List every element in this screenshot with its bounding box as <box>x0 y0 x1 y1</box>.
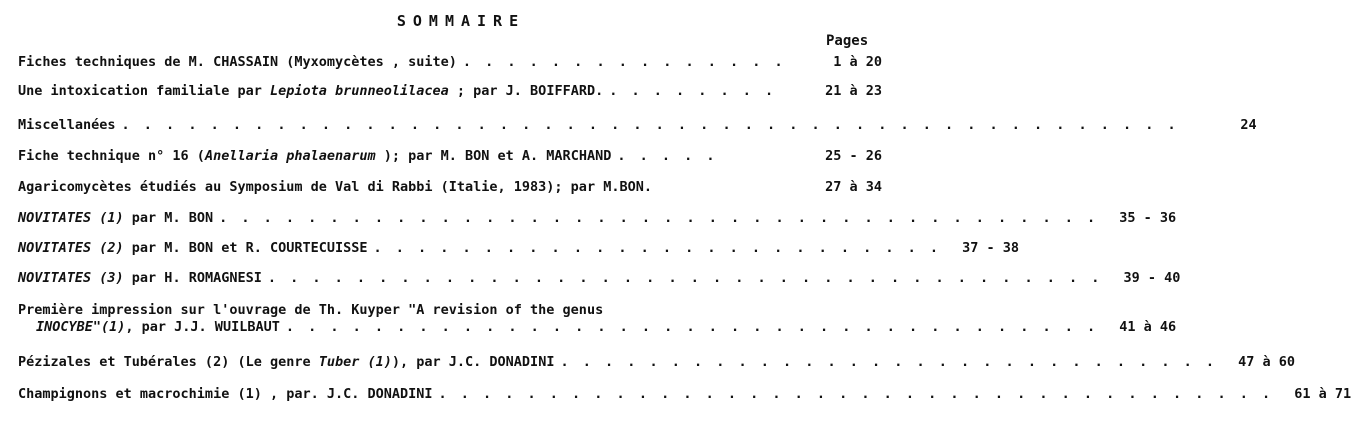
leader-dots: . . . . . . . . . . . . . . . . . . . . . . . . . . . . . . . . . . . . . . <box>267 270 1103 286</box>
leader-dots: . . . . . . . . . . . . . . . . . . . . . . . . . . . . . . . . . . . . . <box>285 319 1099 335</box>
entry-title-italic: NOVITATES (2) <box>18 240 124 256</box>
entry-title-part: ); par M. BON et A. MARCHAND <box>375 148 612 164</box>
entry-title <box>18 354 554 371</box>
entry-title-part: Fiche technique n° 16 ( <box>18 148 205 164</box>
entry-title-part: ), par J.C. DONADINI <box>391 354 555 370</box>
toc-entry <box>18 148 882 165</box>
leader-dots: . . . . . . . . . . . . . . . . . . . . . . . . . . . . . . . . . . . . . . . . . . . . . . . . <box>121 117 1179 133</box>
entry-pages: 1 à 20 <box>833 54 882 70</box>
entry-title: Première impression sur l'ouvrage de Th. Kuyper "A revision of the genus <box>18 302 604 318</box>
entry-title <box>18 210 213 227</box>
entry-pages: 21 à 23 <box>825 83 882 99</box>
toc-entry <box>18 386 1351 403</box>
leader-dots: . . . . . . . . . . . . . . . . . . . . . . . . . . . . . . . . . . . . . . . . <box>219 210 1099 226</box>
entry-title-line2 <box>18 319 280 336</box>
entry-title-part: , par J.J. WUILBAUT <box>125 319 280 335</box>
toc-entry <box>18 270 1181 287</box>
leader-dots: . . . . . . . . . . . . . . . <box>462 54 786 70</box>
entry-title: Fiches techniques de M. CHASSAIN (Myxomycètes , suite) <box>18 54 457 70</box>
entry-pages: 35 - 36 <box>1119 210 1177 226</box>
entry-title-part: par M. BON <box>123 210 214 226</box>
toc-entry <box>18 210 1177 227</box>
entry-title-italic: NOVITATES (1) <box>18 210 124 226</box>
leader-dots: . . . . . . . . <box>609 83 777 99</box>
pages-column-header: Pages <box>826 33 869 49</box>
entry-title-part: ; par J. BOIFFARD. <box>448 83 604 99</box>
entry-pages: 61 à 71 <box>1294 386 1351 402</box>
entry-title-italic: Tuber (1) <box>318 354 392 370</box>
entry-pages: 47 à 60 <box>1238 354 1295 370</box>
entry-pages: 27 à 34 <box>825 179 882 195</box>
entry-title-part: par M. BON et R. COURTECUISSE <box>123 240 368 256</box>
entry-pages: 25 - 26 <box>825 148 882 164</box>
leader-dots: . . . . . . . . . . . . . . . . . . . . . . . . . . <box>373 240 942 256</box>
entry-title-italic: Lepiota brunneolilacea <box>269 83 449 99</box>
toc-entry <box>18 179 882 196</box>
toc-entry <box>18 83 882 100</box>
entry-pages: 41 à 46 <box>1119 319 1177 335</box>
entry-title: Miscellanées <box>18 117 116 133</box>
entry-title-part: par H. ROMAGNESI <box>123 270 262 286</box>
entry-title <box>18 240 368 257</box>
toc-entry <box>18 240 1020 257</box>
toc-entry <box>18 117 1257 134</box>
leader-dots: . . . . . . . . . . . . . . . . . . . . . . . . . . . . . . . . . . . . . . <box>438 386 1274 402</box>
leader-dots: . . . . . . . . . . . . . . . . . . . . . . . . . . . . . . <box>560 354 1217 370</box>
entry-title-italic: INOCYBE"(1) <box>36 319 126 335</box>
entry-title <box>18 148 611 165</box>
toc-entry <box>18 54 882 71</box>
toc-entry <box>18 302 1177 336</box>
entry-title-part: Une intoxication familiale par <box>18 83 270 99</box>
entry-title-italic: Anellaria phalaenarum <box>204 148 376 164</box>
entry-title: Champignons et macrochimie (1) , par. J.C. DONADINI <box>18 386 433 402</box>
entry-title <box>18 83 603 100</box>
entry-pages: 24 <box>1240 117 1257 133</box>
entry-title <box>18 270 262 287</box>
page-title: SOMMAIRE <box>396 12 526 30</box>
entry-title-part: Pézizales et Tubérales (2) (Le genre <box>18 354 319 370</box>
leader-dots: . . . . . <box>617 148 718 164</box>
entry-title-italic: NOVITATES (3) <box>18 270 124 286</box>
entry-title: Agaricomycètes étudiés au Symposium de Val di Rabbi (Italie, 1983); par M.BON. <box>18 179 652 195</box>
toc-entry <box>18 354 1295 371</box>
entry-pages: 37 - 38 <box>962 240 1020 256</box>
entry-pages: 39 - 40 <box>1123 270 1181 286</box>
